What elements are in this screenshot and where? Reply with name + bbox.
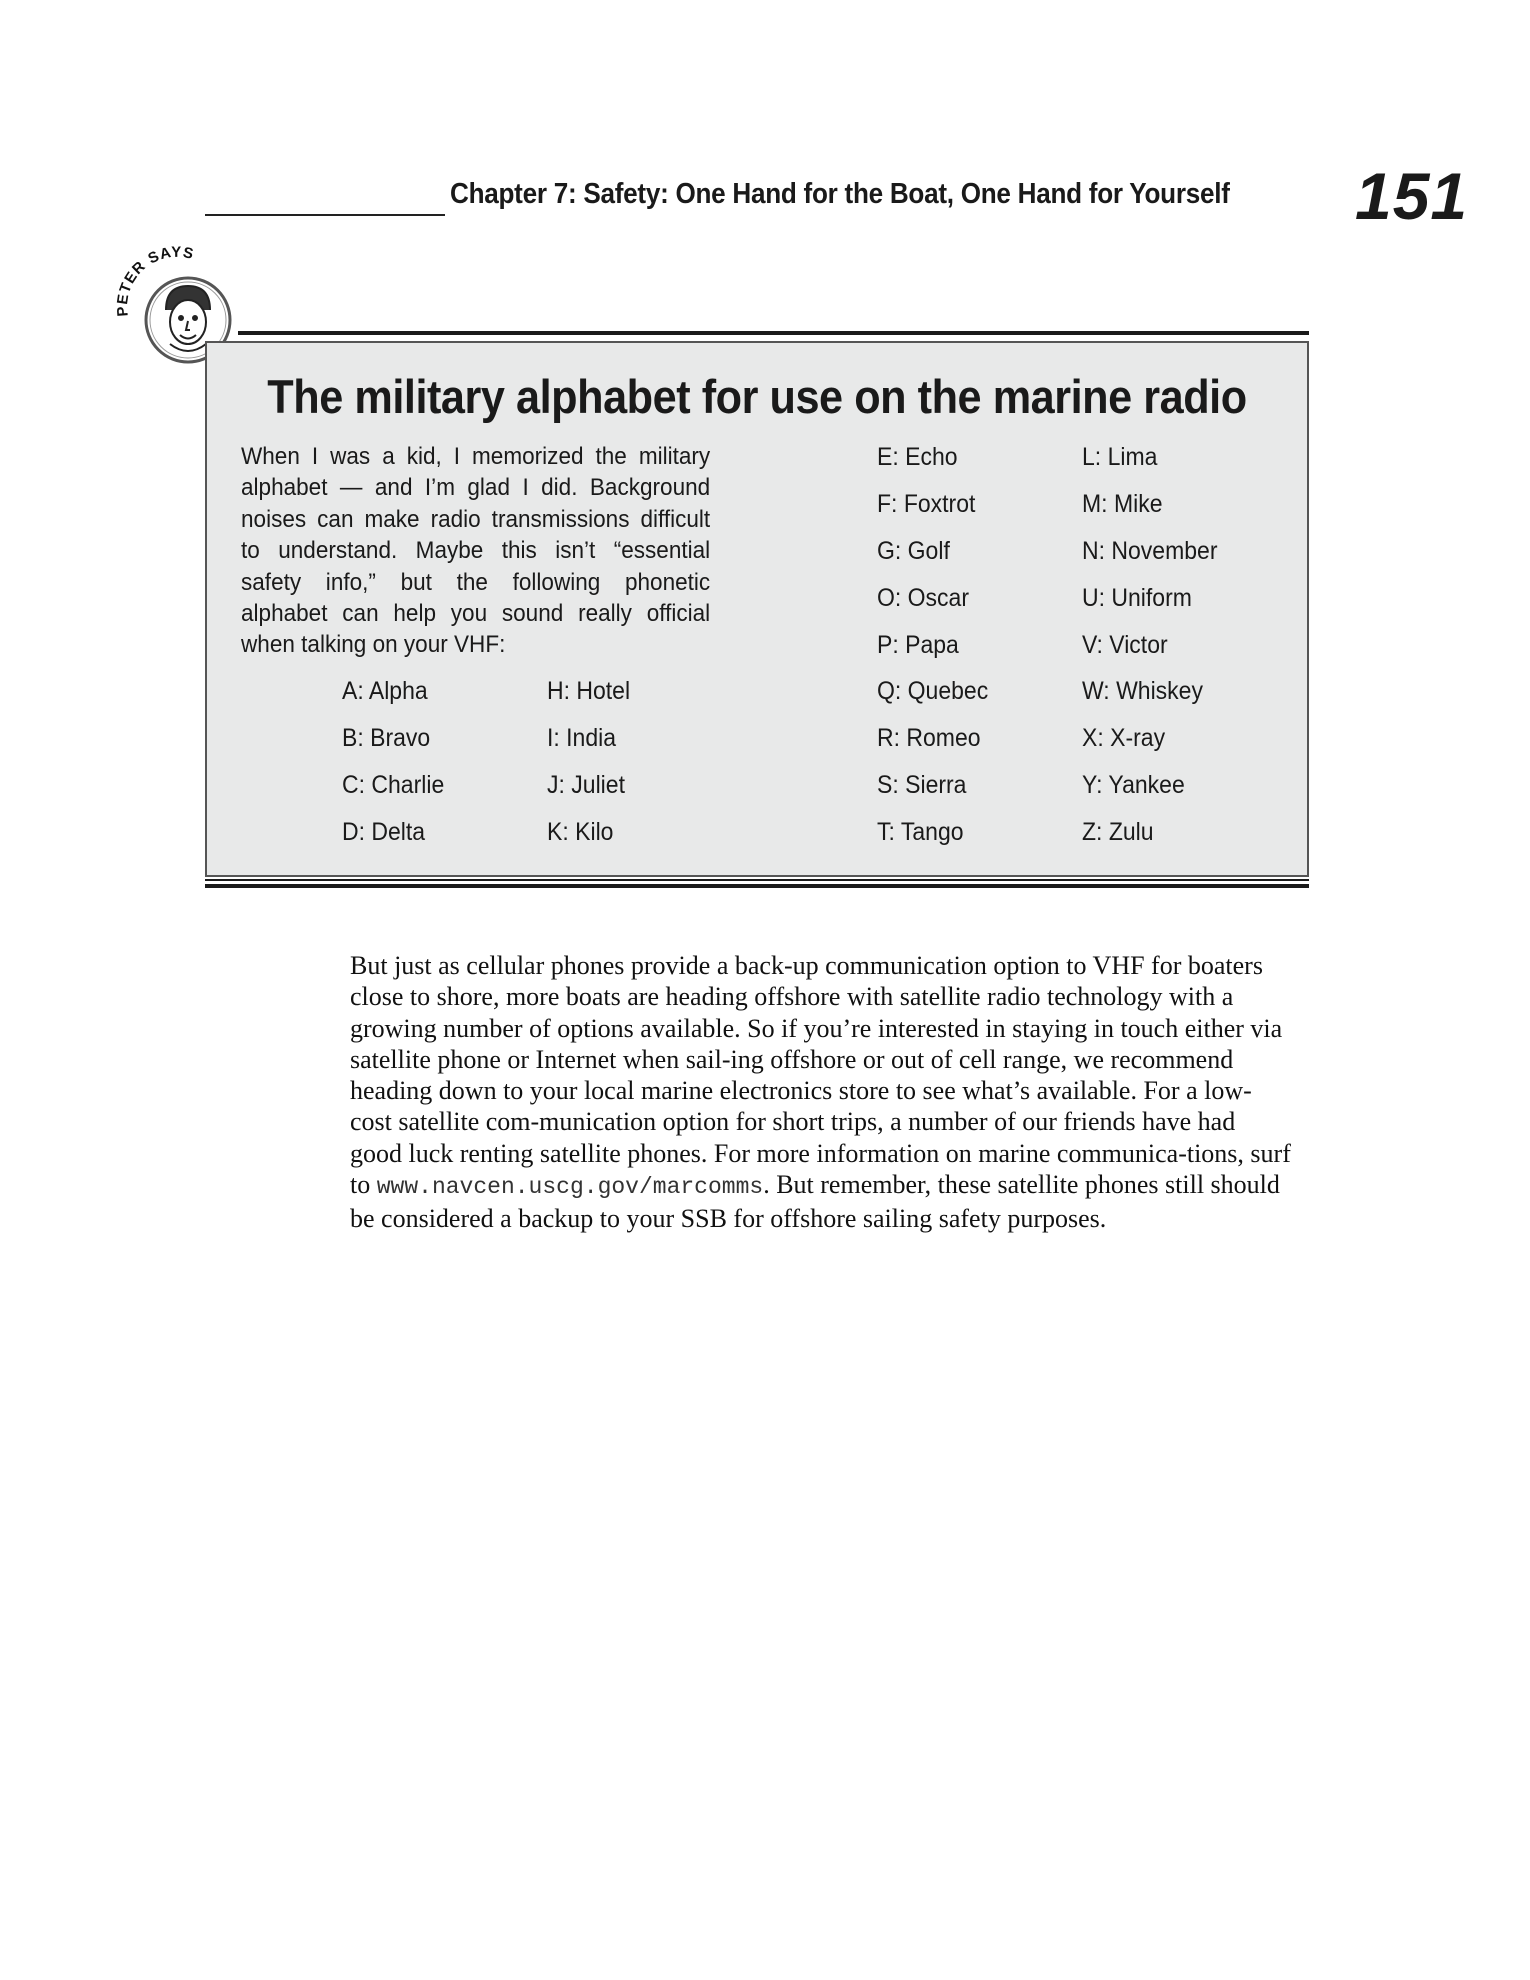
alphabet-item: G: Golf <box>877 537 950 565</box>
alphabet-item: W: Whiskey <box>1082 677 1203 705</box>
sidebar-intro: When I was a kid, I memorized the military alphabet — and I’m glad I did. Background noises can make radio transmissions difficult to understand. Maybe this isn’t “essential safety info,” but the following phonetic alphabet can help you sound really official when talking on your VHF: <box>241 443 711 659</box>
sidebar-title: The military alphabet for use on the marine radio <box>267 370 1247 423</box>
body-text-part: . But remember, these satellite phones still should be considered a backup to your SSB for offshore sailing safety purposes. <box>350 1170 1280 1234</box>
alphabet-item: N: November <box>1082 537 1218 565</box>
page-number: 151 <box>1355 159 1469 233</box>
sidebar-bottom-rule <box>205 884 1309 888</box>
alphabet-item: V: Victor <box>1082 631 1168 659</box>
alphabet-item: A: Alpha <box>342 677 428 705</box>
alphabet-item: R: Romeo <box>877 724 981 752</box>
alphabet-item: S: Sierra <box>877 771 967 799</box>
badge-label: PETER SAYS <box>113 243 196 318</box>
alphabet-item: O: Oscar <box>877 584 970 612</box>
alphabet-item: U: Uniform <box>1082 584 1192 612</box>
alphabet-item: Z: Zulu <box>1082 818 1154 846</box>
alphabet-item: X: X-ray <box>1082 724 1166 752</box>
chapter-title: Chapter 7: Safety: One Hand for the Boat, One Hand for Yourself <box>450 178 1230 210</box>
sidebar-bottom-rule <box>205 879 1309 881</box>
sidebar-top-rule <box>238 331 1309 335</box>
url-link[interactable]: www.navcen.uscg.gov/marcomms <box>376 1174 764 1201</box>
body-paragraph <box>350 950 1293 1235</box>
alphabet-item: I: India <box>547 724 617 752</box>
alphabet-item: T: Tango <box>877 818 964 846</box>
header-rule <box>205 214 445 216</box>
alphabet-item: P: Papa <box>877 631 959 659</box>
sidebar-box <box>205 341 1309 877</box>
alphabet-item: D: Delta <box>342 818 426 846</box>
alphabet-item: K: Kilo <box>547 818 614 846</box>
alphabet-item: C: Charlie <box>342 771 445 799</box>
body-text-part: But just as cellular phones provide a back-up communication option to VHF for boaters close to shore, more boats are heading offshore with satellite radio technology with a growing number of options available. So if you’re interested in staying in touch either via satellite phone or Internet when sail-ing offshore or out of cell range, we recommend heading down to your local marine electronics store to see what’s available. For a low-cost satellite com-munication option for short trips, a number of our friends have had good luck renting satellite phones. For more information on marine communica-tions, surf to <box>350 951 1291 1200</box>
alphabet-item: M: Mike <box>1082 490 1163 518</box>
alphabet-item: Q: Quebec <box>877 677 989 705</box>
alphabet-item: L: Lima <box>1082 443 1158 471</box>
alphabet-item: Y: Yankee <box>1082 771 1185 799</box>
alphabet-item: F: Foxtrot <box>877 490 976 518</box>
alphabet-item: H: Hotel <box>547 677 631 705</box>
alphabet-item: E: Echo <box>877 443 958 471</box>
alphabet-item: J: Juliet <box>547 771 625 799</box>
alphabet-item: B: Bravo <box>342 724 431 752</box>
